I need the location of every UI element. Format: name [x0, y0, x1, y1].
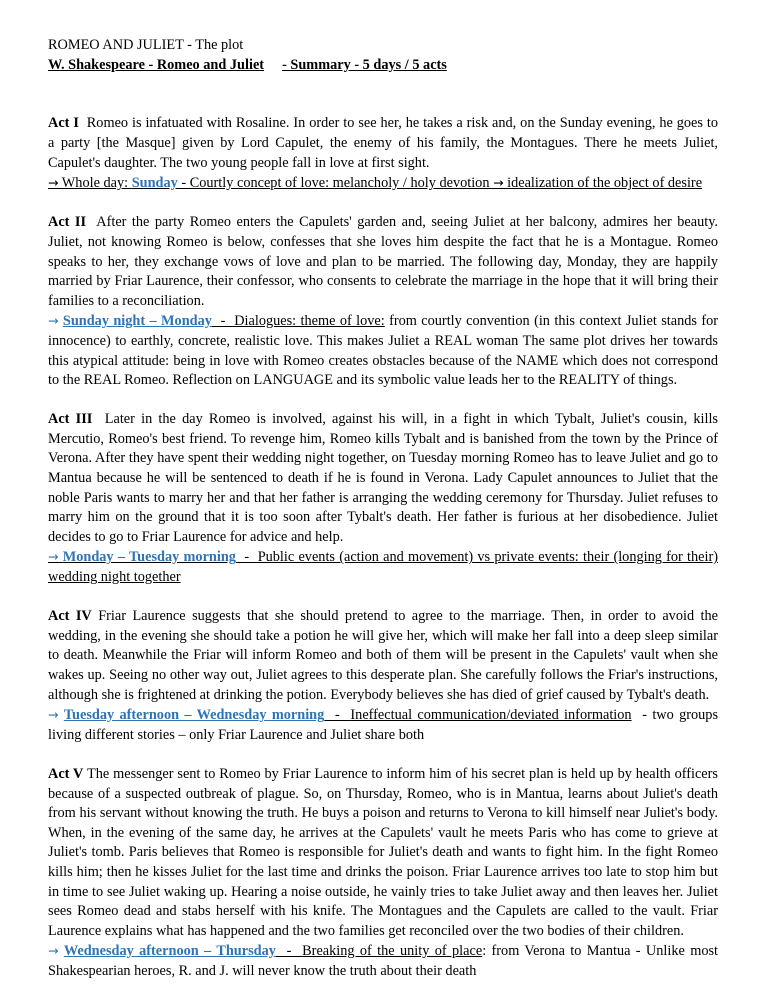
act-3 [48, 410, 718, 587]
act-4-label: Act IV [48, 608, 92, 625]
arrow-right-icon: → [48, 549, 59, 565]
arrow-right-icon: → [48, 943, 59, 959]
act-2 [48, 213, 718, 390]
act-4-text: Friar Laurence suggests that she should pretend to agree to the marriage. Then, in order to avoid the wedding, in the evening she should take a potion he will give her, which will make her fall into a deep sleep similar to death. Meanwhile the Friar will inform Romeo and both of them will be present in the Capulets' vault when she wakes up. Seeing no other way out, Juliet agrees to this desperate plan. She carefully follows the Friar's instructions, although she is frightened at drinking the potion. Everybody believes she has died of grief caused by Tybalt's death. [48, 608, 718, 703]
document-subtitle [48, 56, 718, 76]
act-2-theme: Dialogues: theme of love: [234, 313, 385, 330]
act-4-note-rest: - two groups living different stories – only Friar Laurence and Juliet share both [48, 707, 722, 743]
act-5-summary [48, 765, 718, 941]
act-3-label: Act III [48, 411, 93, 428]
act-2-time: Sunday night – Monday [62, 313, 212, 330]
act-2-label: Act II [48, 214, 87, 231]
act-1-note-a: - Courtly concept of love: melancholy / holy devotion [177, 175, 494, 192]
act-5-text: The messenger sent to Romeo by Friar Laurence to inform him of his secret plan is held up by health officers because of a suspected outbreak of plague. So, on Thursday, Romeo, who is in Mantua, learns about Juliet's death from his servant without knowing the truth. He buys a poison and returns to Verona to kill himself near Juliet's body. When, in the evening of the same day, he arrives at the Capulets' vault he meets Paris who has come to grieve at Juliet's tomb. Paris believes that Romeo is responsible for Juliet's death and wants to fight him. In the fight Romeo kills him; then he kisses Juliet for the last time and drinks the poison. Friar Laurence arrives too late to stop him but in time to see Juliet waking up. Hearing a noise outside, he vainly tries to take Juliet away and then leaves her. Juliet sees Romeo dead and stabs herself with his knife. The Montagues and the Capulets are called to the vault. Friar Laurence explains what has happened and the two families get reconciled over the two bodies of their children. [48, 765, 718, 939]
arrow-right-icon: → [48, 175, 59, 191]
act-2-note-sep: - [211, 313, 235, 330]
act-1-time: Sunday [131, 175, 178, 192]
act-3-text: Later in the day Romeo is involved, against his will, in a fight in which Tybalt, Juliet's cousin, kills Mercutio, Romeo's best friend. To revenge him, Romeo kills Tybalt and is banished from the town by the Prince of Verona. After they have spent their wedding night together, on Tuesday morning Romeo has to leave Juliet and go to Mantua because he will be sentenced to death if he is found in Verona. Lady Capulet announces to Juliet that the noble Paris wants to marry her and that her father is arranging the wedding ceremony for Thursday. Juliet refuses to marry him on the ground that it is too soon after Tybalt's death. Her father is furious at her disobedience. Juliet decides to go to Friar Laurence for advice and help. [48, 411, 718, 545]
act-2-summary [48, 213, 718, 311]
act-5-time: Wednesday afternoon – Thursday [63, 943, 276, 960]
act-3-summary [48, 410, 718, 547]
act-1 [48, 114, 718, 193]
act-5-note-sep: - [275, 943, 303, 960]
act-1-text: Romeo is infatuated with Rosaline. In order to see her, he takes a risk and, on the Sunday evening, he goes to a party [the Masque] given by Lord Capulet, the enemy of his family, the Montagues. There he meets Juliet, Capulet's daughter. The two young people fall in love at first sight. [48, 115, 718, 171]
act-3-note-sep: - [235, 549, 258, 566]
act-5 [48, 765, 718, 982]
arrow-right-icon: → [48, 707, 59, 723]
act-1-note-prefix: Whole day: [58, 175, 132, 192]
act-4-note [48, 705, 722, 745]
act-5-note-rest: : from Verona to Mantua - Unlike most Shakespearian heroes, R. and J. will never know the truth about their death [48, 943, 719, 979]
act-2-text: After the party Romeo enters the Capulets' garden and, seeing Juliet at her balcony, admires her beauty. Juliet, not knowing Romeo is below, confesses that she loves him despite the fact that he is a Montague. Romeo speaks to her, they exchange vows of love and plan to be married. The following day, Monday, they are happily married by Friar Laurence, their confessor, who consents to celebrate the marriage in the hope that it will bring their families to a reconciliation. [48, 214, 718, 309]
act-5-theme: Breaking of the unity of place [302, 943, 483, 960]
act-1-note-b: idealization of the object of desire [503, 175, 703, 192]
act-4-note-sep: - [324, 707, 351, 724]
arrow-right-icon: → [48, 313, 59, 329]
act-2-note-rest: from courtly convention (in this context Juliet stands for innocence) to earthly, concrete, realistic love. This makes Juliet a REAL woman The same plot drives her towards this atypical attitude: being in love with Romeo creates obstacles because of the NAME which does not correspond to the REAL Romeo. Reflection on LANGUAGE and its symbolic value leads her to the REALITY of things. [48, 313, 718, 389]
subtitle-summary: - Summary - 5 days / 5 acts [282, 56, 447, 73]
act-4-summary [48, 607, 718, 705]
act-1-summary [48, 114, 718, 173]
subtitle-work: W. Shakespeare - Romeo and Juliet [48, 56, 265, 73]
act-3-note [48, 547, 718, 587]
act-3-time: Monday – Tuesday morning [62, 549, 236, 566]
document-title: ROMEO AND JULIET - The plot [48, 37, 244, 53]
act-1-label: Act I [48, 115, 79, 132]
act-4 [48, 607, 722, 745]
act-5-label: Act V [48, 765, 84, 782]
act-5-note [48, 941, 718, 981]
act-4-theme: Ineffectual communication/deviated information [350, 707, 632, 724]
act-2-note [48, 311, 718, 390]
document-content [48, 36, 722, 982]
act-3-note-rest: Public events (action and movement) vs private events: their (longing for their) wedding night together [48, 549, 719, 586]
act-1-note [48, 173, 718, 194]
header-gap [48, 75, 718, 95]
act-4-time: Tuesday afternoon – Wednesday morning [63, 707, 325, 724]
arrow-right-icon: → [493, 175, 504, 191]
